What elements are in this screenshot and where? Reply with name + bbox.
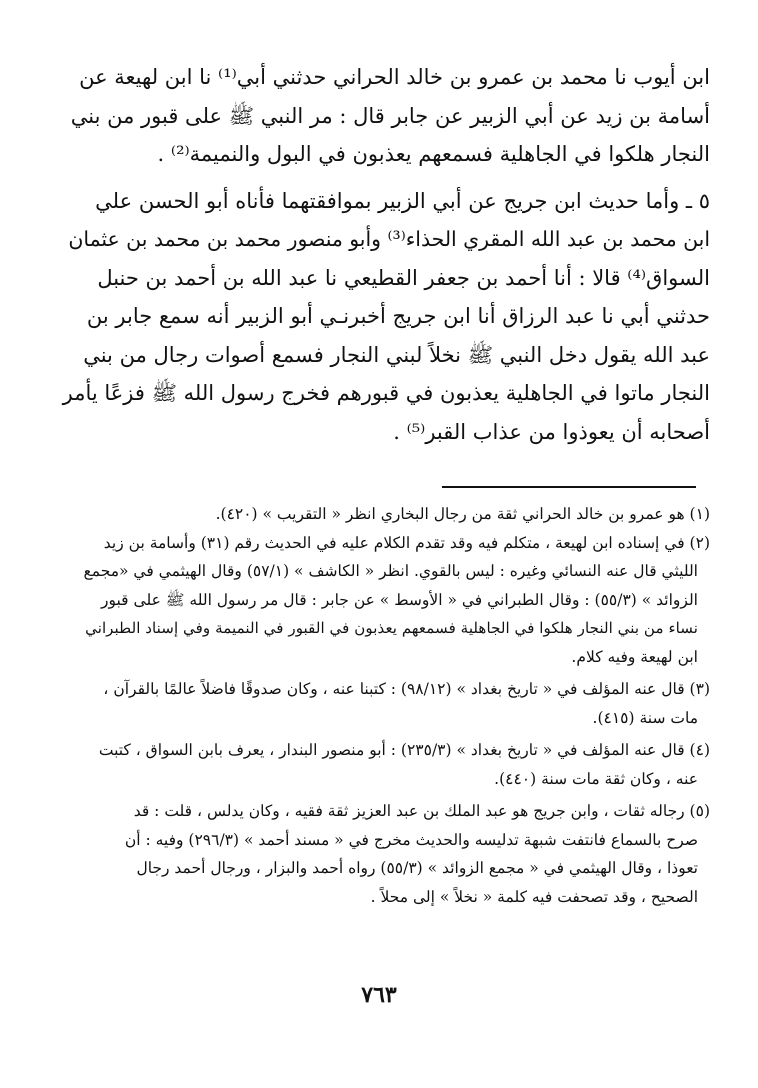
main-line: أصحابه أن يعوذوا من عذاب القبر⁽⁵⁾ . [393, 419, 710, 444]
main-line: النجار هلكوا في الجاهلية فسمعهم يعذبون في البول والنميمة⁽²⁾ . [157, 142, 710, 166]
footnote-5-cont: الصحيح ، وقد تصحفت فيه كلمة « نخلاً » إلى محلاً . [370, 887, 698, 906]
main-line: السواق⁽⁴⁾ قالا : أنا أحمد بن جعفر القطيعي نا عبد الله بن أحمد بن حنبل [97, 265, 710, 290]
main-line: حدثني أبي نا عبد الرزاق أنا ابن جريج أخبرنـي أبو الزبير أنه سمع جابر بن [86, 304, 710, 328]
page-number: ٧٦٣ [361, 982, 397, 1008]
footnote-1: (١) هو عمرو بن خالد الحراني ثقة من رجال البخاري انظر « التقريب » (٤٢٠). [215, 505, 710, 523]
footnote-2-cont: ابن لهيعة وفيه كلام. [571, 647, 698, 666]
footnote-3-cont: مات سنة (٤١٥). [592, 708, 698, 727]
footnote-5-cont: تعوذا ، وقال الهيثمي في « مجمع الزوائد » (٥٥/٣) رواه أحمد والبزار ، ورجال أحمد رجال [136, 859, 698, 877]
footnote-divider [442, 486, 696, 488]
footnote-2-cont: الليثي قال عنه النسائي وغيره : ليس بالقوي. انظر « الكاشف » (٥٧/١) وقال الهيثمي في «مجمع [83, 562, 698, 580]
main-text [62, 58, 710, 451]
footnote-3: (٣) قال عنه المؤلف في « تاريخ بغداد » (٩٨/١٢) : كتبنا عنه ، وكان صدوقًا فاضلاً عالمًا بالقرآن ، [103, 680, 710, 698]
footnote-2: (٢) في إسناده ابن لهيعة ، متكلم فيه وقد تقدم الكلام عليه في الحديث رقم (٣١) وأسامة بن زيد [103, 533, 710, 552]
main-line: عبد الله يقول دخل النبي ﷺ نخلاً لبني النجار فسمع أصوات رجال من بني [83, 342, 710, 367]
main-line: النجار ماتوا في الجاهلية يعذبون في قبورهم فخرج رسول الله ﷺ فزعًا يأمر [62, 381, 710, 405]
footnote-5: (٥) رجاله ثقات ، وابن جريج هو عبد الملك بن عبد العزيز ثقة فقيه ، وكان يدلس ، قلت : قد [133, 802, 710, 820]
footnotes [62, 500, 710, 911]
main-line: ٥ ـ وأما حديث ابن جريج عن أبي الزبير بموافقتهما فأناه أبو الحسن علي [95, 188, 710, 213]
main-line: أسامة بن زيد عن أبي الزبير عن جابر قال : مر النبي ﷺ على قبور من بني [70, 103, 710, 128]
main-line: ابن محمد بن عبد الله المقري الحذاء⁽³⁾ وأبو منصور محمد بن محمد بن عثمان [68, 227, 710, 251]
main-line: ابن أيوب نا محمد بن عمرو بن خالد الحراني حدثني أبي⁽¹⁾ نا ابن لهيعة عن [79, 65, 710, 89]
footnote-2-cont: الزوائد » (٥٥/٣) : وقال الطبراني في « الأوسط » عن جابر : قال مر رسول الله ﷺ على قبور [101, 590, 698, 609]
footnote-4-cont: عنه ، وكان ثقة مات سنة (٤٤٠). [494, 769, 698, 788]
footnote-2-cont: نساء من بني النجار هلكوا في الجاهلية فسمعهم يعذبون في القبور في النميمة وفي إسناد الطبراني [85, 619, 698, 637]
footnote-4: (٤) قال عنه المؤلف في « تاريخ بغداد » (٢٣٥/٣) : أبو منصور البندار ، يعرف بابن السواق ، كتبت [98, 741, 710, 759]
footnote-5-cont: صرح بالسماع فانتفت شبهة تدليسه والحديث مخرج في « مسند أحمد » (٢٩٦/٣) وفيه : أن [124, 830, 698, 849]
